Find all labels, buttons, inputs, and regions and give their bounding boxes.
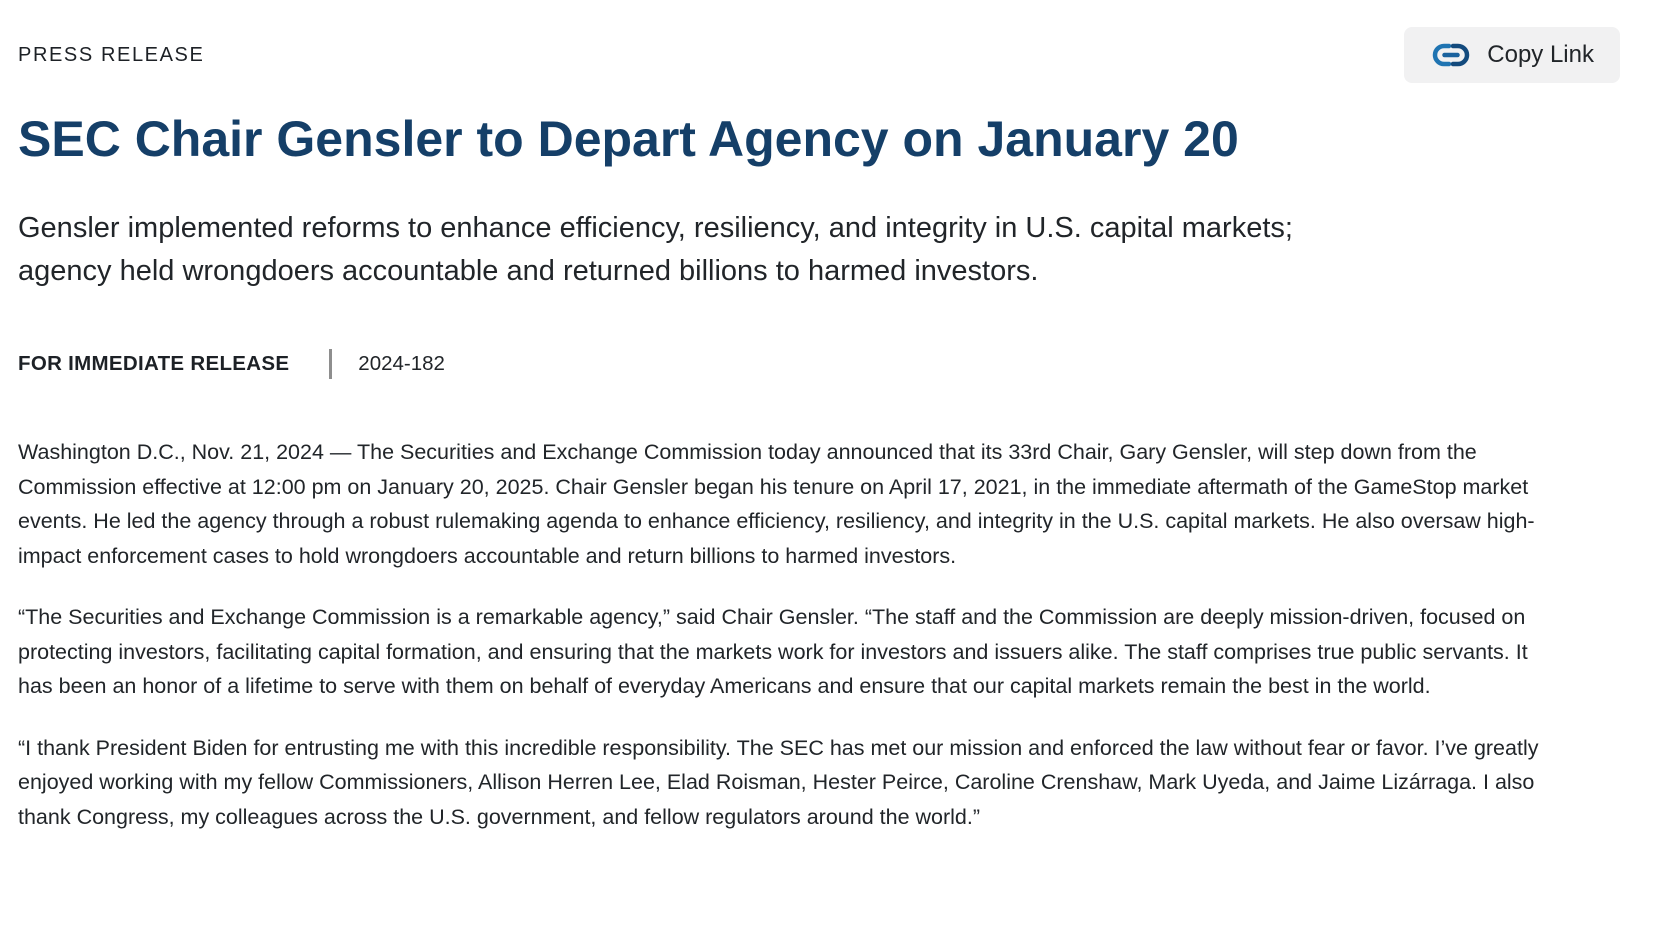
paragraph-1: Washington D.C., Nov. 21, 2024 — The Securities and Exchange Commission today announced that its 33rd Chair, Gary Gensler, will step down from the Commission effective at 12:00 pm on January 20, 2025. Chair Gensler began his tenure on April 17, 2021, in the immediate aftermath of the GameStop market events. He led the agency through a robust rulemaking agenda to enhance efficiency, resiliency, and integrity in the U.S. capital markets. He also oversaw high-impact enforcement cases to hold wrongdoers accountable and return billions to harmed investors. [18, 440, 1535, 568]
vertical-divider [329, 349, 332, 379]
page-title: SEC Chair Gensler to Depart Agency on January 20 [18, 111, 1239, 167]
header-row [18, 27, 1620, 83]
release-number: 2024-182 [358, 352, 445, 375]
article-subtitle: Gensler implemented reforms to enhance efficiency, resiliency, and integrity in U.S. capital markets; agency held wrongdoers accountable and returned billions to harmed investors. [18, 212, 1293, 287]
release-label: FOR IMMEDIATE RELEASE [18, 352, 290, 375]
copy-link-label: Copy Link [1487, 41, 1594, 68]
chain-link-icon [1430, 41, 1472, 69]
paragraph-3: “I thank President Biden for entrusting me with this incredible responsibility. The SEC has met our mission and enforced the law without fear or favor. I’ve greatly enjoyed working with my fellow Commissioners, Allison Herren Lee, Elad Roisman, Hester Peirce, Caroline Crenshaw, Mark Uyeda, and Jaime Lizárraga. I also thank Congress, my colleagues across the U.S. government, and fellow regulators around the world.” [18, 735, 1539, 829]
paragraph-2: “The Securities and Exchange Commission is a remarkable agency,” said Chair Gensler. “The staff and the Commission are deeply mission-driven, focused on protecting investors, facilitating capital formation, and ensuring that the markets work for investors and issuers alike. The staff comprises true public servants. It has been an honor of a lifetime to serve with them on behalf of everyday Americans and ensure that our capital markets remain the best in the world. [18, 605, 1528, 698]
article-body [18, 435, 1550, 834]
release-info-row [18, 349, 1620, 379]
copy-link-button[interactable] [1404, 27, 1620, 83]
press-release-kicker: PRESS RELEASE [18, 43, 205, 66]
